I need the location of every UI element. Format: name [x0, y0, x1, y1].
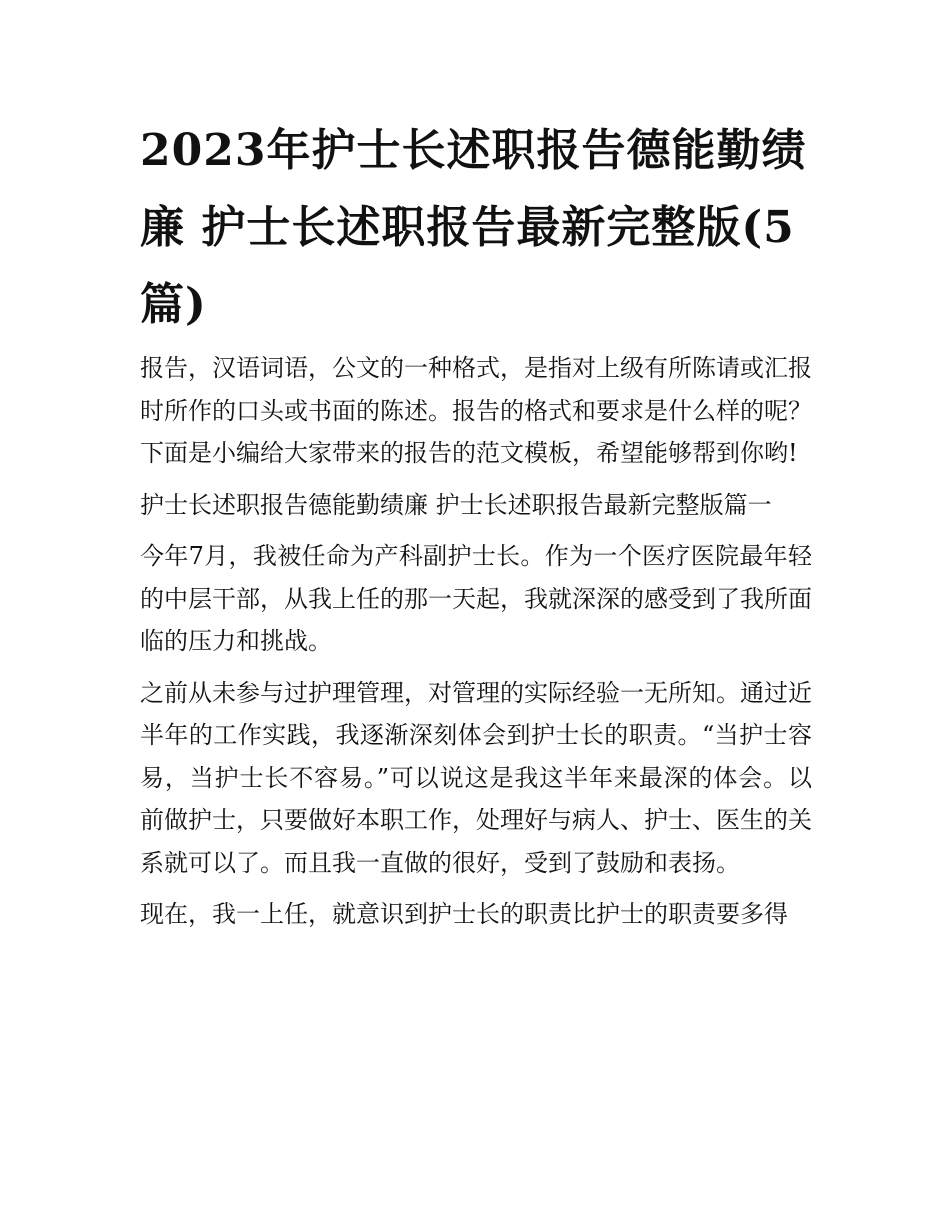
- body-paragraph: 现在，我一上任，就意识到护士长的职责比护士的职责要多得: [140, 900, 788, 928]
- document-page: [140, 112, 812, 945]
- body-paragraph: 之前从未参与过护理管理，对管理的实际经验一无所知。通过近半年的工作实践，我逐渐深刻体会到护士长的职责。“当护士容易，当护士长不容易。”可以说这是我这半年来最深的体会。以前做护士，只要做好本职工作，处理好与病人、护士、医生的关系就可以了。而且我一直做的很好，受到了鼓励和表扬。: [140, 678, 812, 877]
- body-paragraph: 今年7月，我被任命为产科副护士长。作为一个医疗医院最年轻的中层干部，从我上任的那一天起，我就深深的感受到了我所面临的压力和挑战。: [140, 542, 812, 655]
- document-title: 2023年护士长述职报告德能勤绩廉 护士长述职报告最新完整版(5篇): [140, 125, 807, 330]
- section-heading: 护士长述职报告德能勤绩廉 护士长述职报告最新完整版篇一: [140, 490, 772, 519]
- intro-paragraph: 报告，汉语词语，公文的一种格式，是指对上级有所陈请或汇报时所作的口头或书面的陈述。报告的格式和要求是什么样的呢？下面是小编给大家带来的报告的范文模板，希望能够帮到你哟!: [140, 354, 812, 467]
